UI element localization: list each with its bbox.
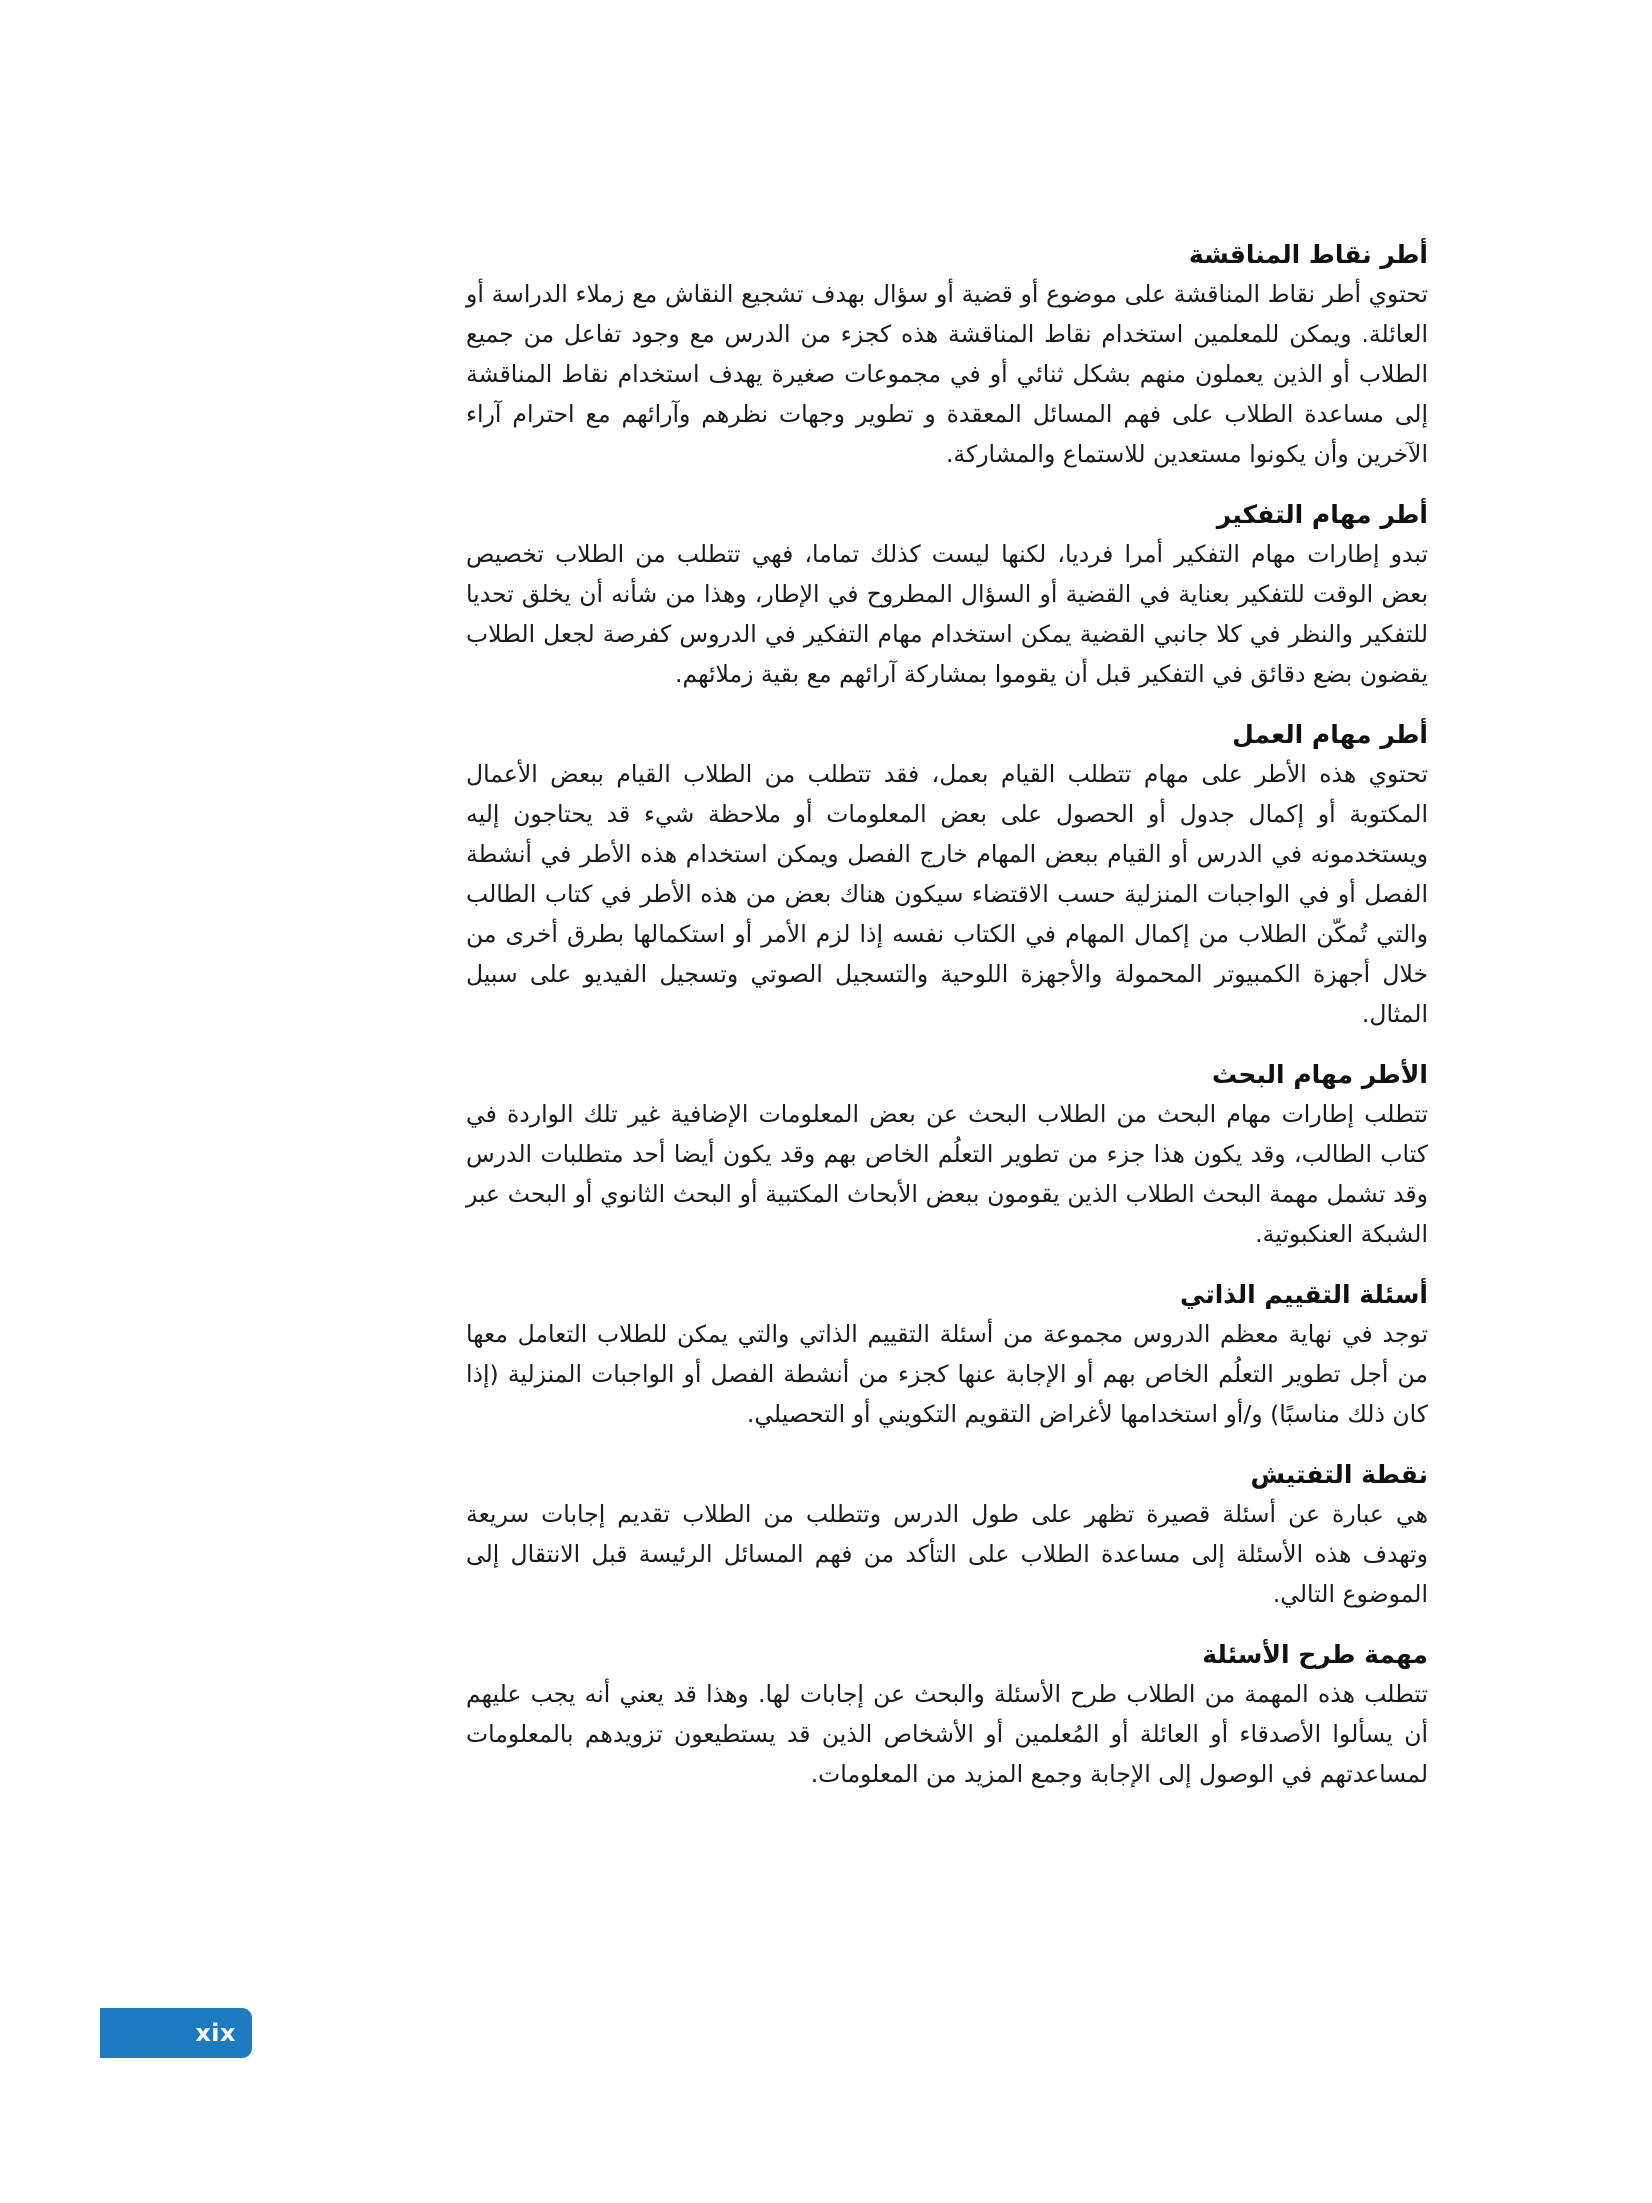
- section-heading: أسئلة التقييم الذاتي: [1180, 1280, 1428, 1309]
- section-body: توجد في نهاية معظم الدروس مجموعة من أسئلة التقييم الذاتي والتي يمكن للطلاب التعامل معها من أجل تطوير التعلُم الخاص بهم أو الإجابة عنها كجزء من أنشطة الفصل أو الواجبات المنزلية (إذا كان ذلك مناسبًا) و/أو استخدامها لأغراض التقويم التكويني أو التحصيلي.: [466, 1320, 1428, 1428]
- section-heading: أطر مهام العمل: [1232, 720, 1428, 749]
- page-number-tab: [100, 2008, 252, 2058]
- section-work-tasks: [466, 716, 1428, 1034]
- section-self-assessment: [466, 1276, 1428, 1434]
- section-heading: أطر مهام التفكير: [1216, 500, 1428, 529]
- section-body: تحتوي هذه الأطر على مهام تتطلب القيام بعمل، فقد تتطلب من الطلاب القيام ببعض الأعمال المكتوبة أو إكمال جدول أو الحصول على بعض المعلومات أو ملاحظة شيء قد يحتاجون إليه ويستخدمونه في الدرس أو القيام ببعض المهام خارج الفصل ويمكن استخدام هذه الأطر في أنشطة الفصل أو في الواجبات المنزلية حسب الاقتضاء سيكون هناك بعض من هذه الأطر في كتاب الطالب والتي تُمكّن الطلاب من إكمال المهام في الكتاب نفسه إذا لزم الأمر أو استكمالها بطرق أخرى من خلال أجهزة الكمبيوتر المحمولة والأجهزة اللوحية والتسجيل الصوتي وتسجيل الفيديو على سبيل المثال.: [466, 760, 1428, 1028]
- section-thinking-tasks: [466, 496, 1428, 694]
- section-heading: أطر نقاط المناقشة: [1188, 240, 1428, 269]
- section-discussion-points: [466, 236, 1428, 474]
- section-body: تحتوي أطر نقاط المناقشة على موضوع أو قضية أو سؤال بهدف تشجيع النقاش مع زملاء الدراسة أو العائلة. ويمكن للمعلمين استخدام نقاط المناقشة هذه كجزء من الدرس مع وجود تفاعل من جميع الطلاب أو الذين يعملون منهم بشكل ثنائي أو في مجموعات صغيرة يهدف استخدام نقاط المناقشة إلى مساعدة الطلاب على فهم المسائل المعقدة و تطوير وجهات نظرهم وآرائهم مع احترام آراء الآخرين وأن يكونوا مستعدين للاستماع والمشاركة.: [466, 280, 1428, 468]
- section-heading: الأطر مهام البحث: [1211, 1060, 1428, 1089]
- section-research-tasks: [466, 1056, 1428, 1254]
- section-heading: نقطة التفتيش: [1250, 1460, 1428, 1489]
- page-number: xix: [195, 2019, 236, 2047]
- page-content: [466, 236, 1428, 1816]
- section-checkpoint: [466, 1456, 1428, 1614]
- section-body: تتطلب هذه المهمة من الطلاب طرح الأسئلة والبحث عن إجابات لها. وهذا قد يعني أنه يجب عليهم أن يسألوا الأصدقاء أو العائلة أو المُعلمين أو الأشخاص الذين قد يستطيعون تزويدهم بالمعلومات لمساعدتهم في الوصول إلى الإجابة وجمع المزيد من المعلومات.: [466, 1680, 1428, 1788]
- section-heading: مهمة طرح الأسئلة: [1202, 1640, 1428, 1669]
- section-body: تبدو إطارات مهام التفكير أمرا فرديا، لكنها ليست كذلك تماما، فهي تتطلب من الطلاب تخصيص بعض الوقت للتفكير بعناية في القضية أو السؤال المطروح في الإطار، وهذا من شأنه أن يخلق تحديا للتفكير والنظر في كلا جانبي القضية يمكن استخدام مهام التفكير في الدروس كفرصة لجعل الطلاب يقضون بضع دقائق في التفكير قبل أن يقوموا بمشاركة آرائهم مع بقية زملائهم.: [466, 540, 1428, 688]
- section-asking-questions: [466, 1636, 1428, 1794]
- section-body: هي عبارة عن أسئلة قصيرة تظهر على طول الدرس وتتطلب من الطلاب تقديم إجابات سريعة وتهدف هذه الأسئلة إلى مساعدة الطلاب على التأكد من فهم المسائل الرئيسة قبل الانتقال إلى الموضوع التالي.: [466, 1500, 1428, 1608]
- section-body: تتطلب إطارات مهام البحث من الطلاب البحث عن بعض المعلومات الإضافية غير تلك الواردة في كتاب الطالب، وقد يكون هذا جزء من تطوير التعلُم الخاص بهم وقد يكون أيضا أحد متطلبات الدرس وقد تشمل مهمة البحث الطلاب الذين يقومون ببعض الأبحاث المكتبية أو البحث الثانوي أو البحث عبر الشبكة العنكبوتية.: [466, 1100, 1428, 1248]
